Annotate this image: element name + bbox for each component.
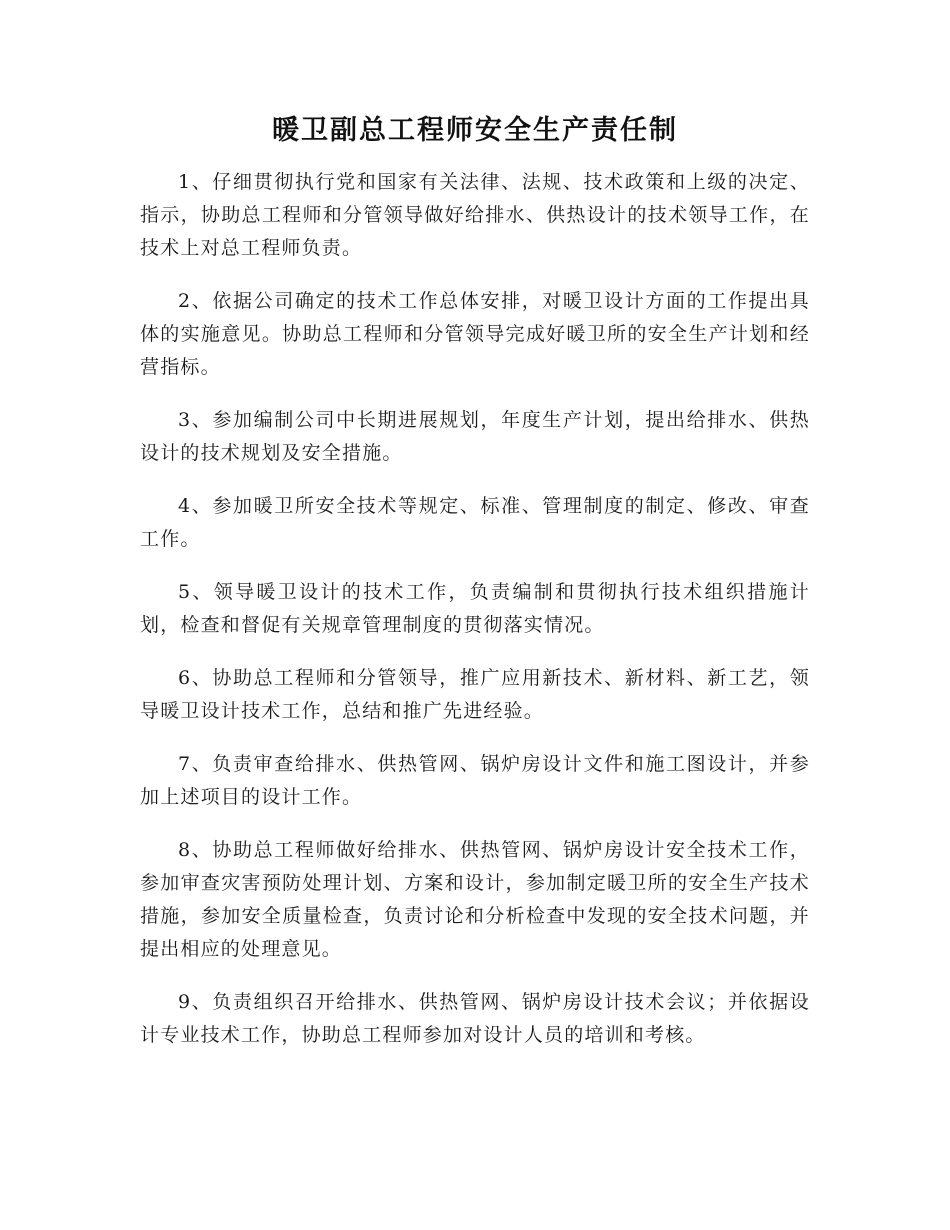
document-body	[140, 166, 810, 1072]
paragraph-6: 6、协助总工程师和分管领导，推广应用新技术、新材料、新工艺，领导暖卫设计技术工作，总结和推广先进经验。	[140, 667, 810, 722]
paragraph-3: 3、参加编制公司中长期进展规划，年度生产计划，提出给排水、供热设计的技术规划及安全措施。	[140, 409, 810, 464]
document-title: 暖卫副总工程师安全生产责任制	[272, 115, 678, 146]
paragraph-8: 8、协助总工程师做好给排水、供热管网、锅炉房设计安全技术工作，参加审查灾害预防处理计划、方案和设计，参加制定暖卫所的安全生产技术措施，参加安全质量检查，负责讨论和分析检查中发现的安全技术问题，并提出相应的处理意见。	[140, 839, 810, 960]
paragraph-2: 2、依据公司确定的技术工作总体安排，对暖卫设计方面的工作提出具体的实施意见。协助总工程师和分管领导完成好暖卫所的安全生产计划和经营指标。	[140, 290, 810, 378]
paragraph-9: 9、负责组织召开给排水、供热管网、锅炉房设计技术会议；并依据设计专业技术工作，协助总工程师参加对设计人员的培训和考核。	[140, 991, 810, 1046]
paragraph-1: 1、仔细贯彻执行党和国家有关法律、法规、技术政策和上级的决定、指示，协助总工程师和分管领导做好给排水、供热设计的技术领导工作，在技术上对总工程师负责。	[140, 171, 810, 259]
paragraph-5: 5、领导暖卫设计的技术工作，负责编制和贯彻执行技术组织措施计划，检查和督促有关规章管理制度的贯彻落实情况。	[140, 581, 810, 636]
paragraph-4: 4、参加暖卫所安全技术等规定、标准、管理制度的制定、修改、审查工作。	[140, 495, 810, 550]
paragraph-7: 7、负责审查给排水、供热管网、锅炉房设计文件和施工图设计，并参加上述项目的设计工作。	[140, 753, 810, 808]
